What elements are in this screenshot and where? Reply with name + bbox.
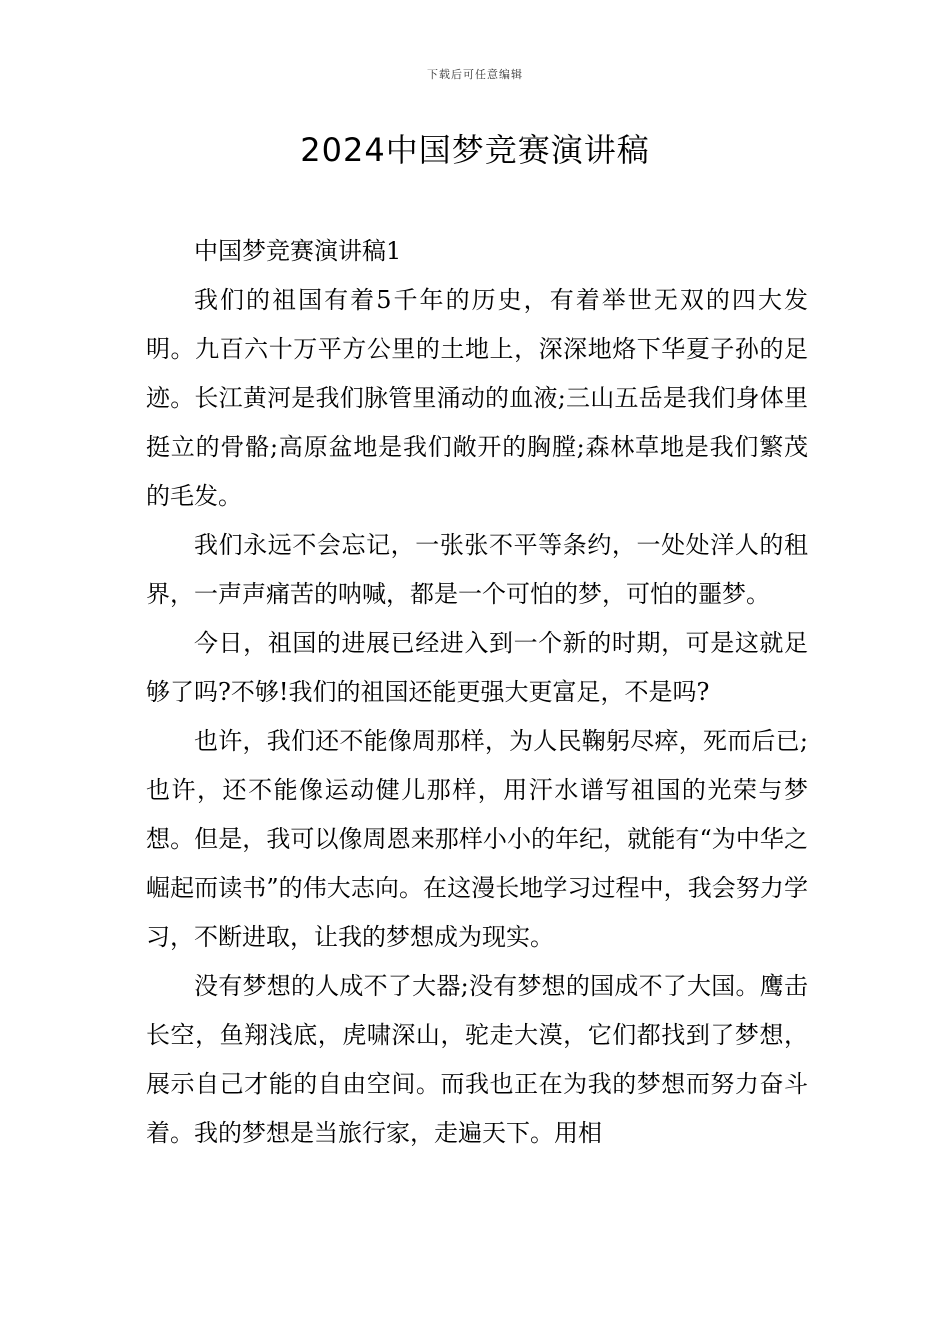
document-body <box>146 227 808 1158</box>
paragraph-5: 没有梦想的人成不了大器;没有梦想的国成不了大国。鹰击长空，鱼翔浅底，虎啸深山，驼走大漠，它们都找到了梦想，展示自己才能的自由空间。而我也正在为我的梦想而努力奋斗着。我的梦想是当旅行家，走遍天下。用相 <box>146 972 808 1147</box>
document-title: 2024中国梦竞赛演讲稿 <box>300 131 650 169</box>
section-subtitle: 中国梦竞赛演讲稿1 <box>194 237 402 265</box>
paragraph-2: 我们永远不会忘记，一张张不平等条约，一处处洋人的租界，一声声痛苦的呐喊，都是一个可怕的梦，可怕的噩梦。 <box>146 531 808 608</box>
header-note: 下载后可任意编辑 <box>427 68 523 81</box>
paragraph-3: 今日，祖国的进展已经进入到一个新的时期，可是这就足够了吗?不够!我们的祖国还能更强大更富足，不是吗? <box>146 629 808 706</box>
paragraph-4: 也许，我们还不能像周那样，为人民鞠躬尽瘁，死而后已;也许，还不能像运动健儿那样，用汗水谱写祖国的光荣与梦想。但是，我可以像周恩来那样小小的年纪，就能有“为中华之崛起而读书”的伟大志向。在这漫长地学习过程中，我会努力学习，不断进取，让我的梦想成为现实。 <box>146 727 808 951</box>
paragraph-1: 我们的祖国有着5千年的历史，有着举世无双的四大发明。九百六十万平方公里的土地上，深深地烙下华夏子孙的足迹。长江黄河是我们脉管里涌动的血液;三山五岳是我们身体里挺立的骨骼;高原盆地是我们敞开的胸膛;森林草地是我们繁茂的毛发。 <box>146 286 808 510</box>
